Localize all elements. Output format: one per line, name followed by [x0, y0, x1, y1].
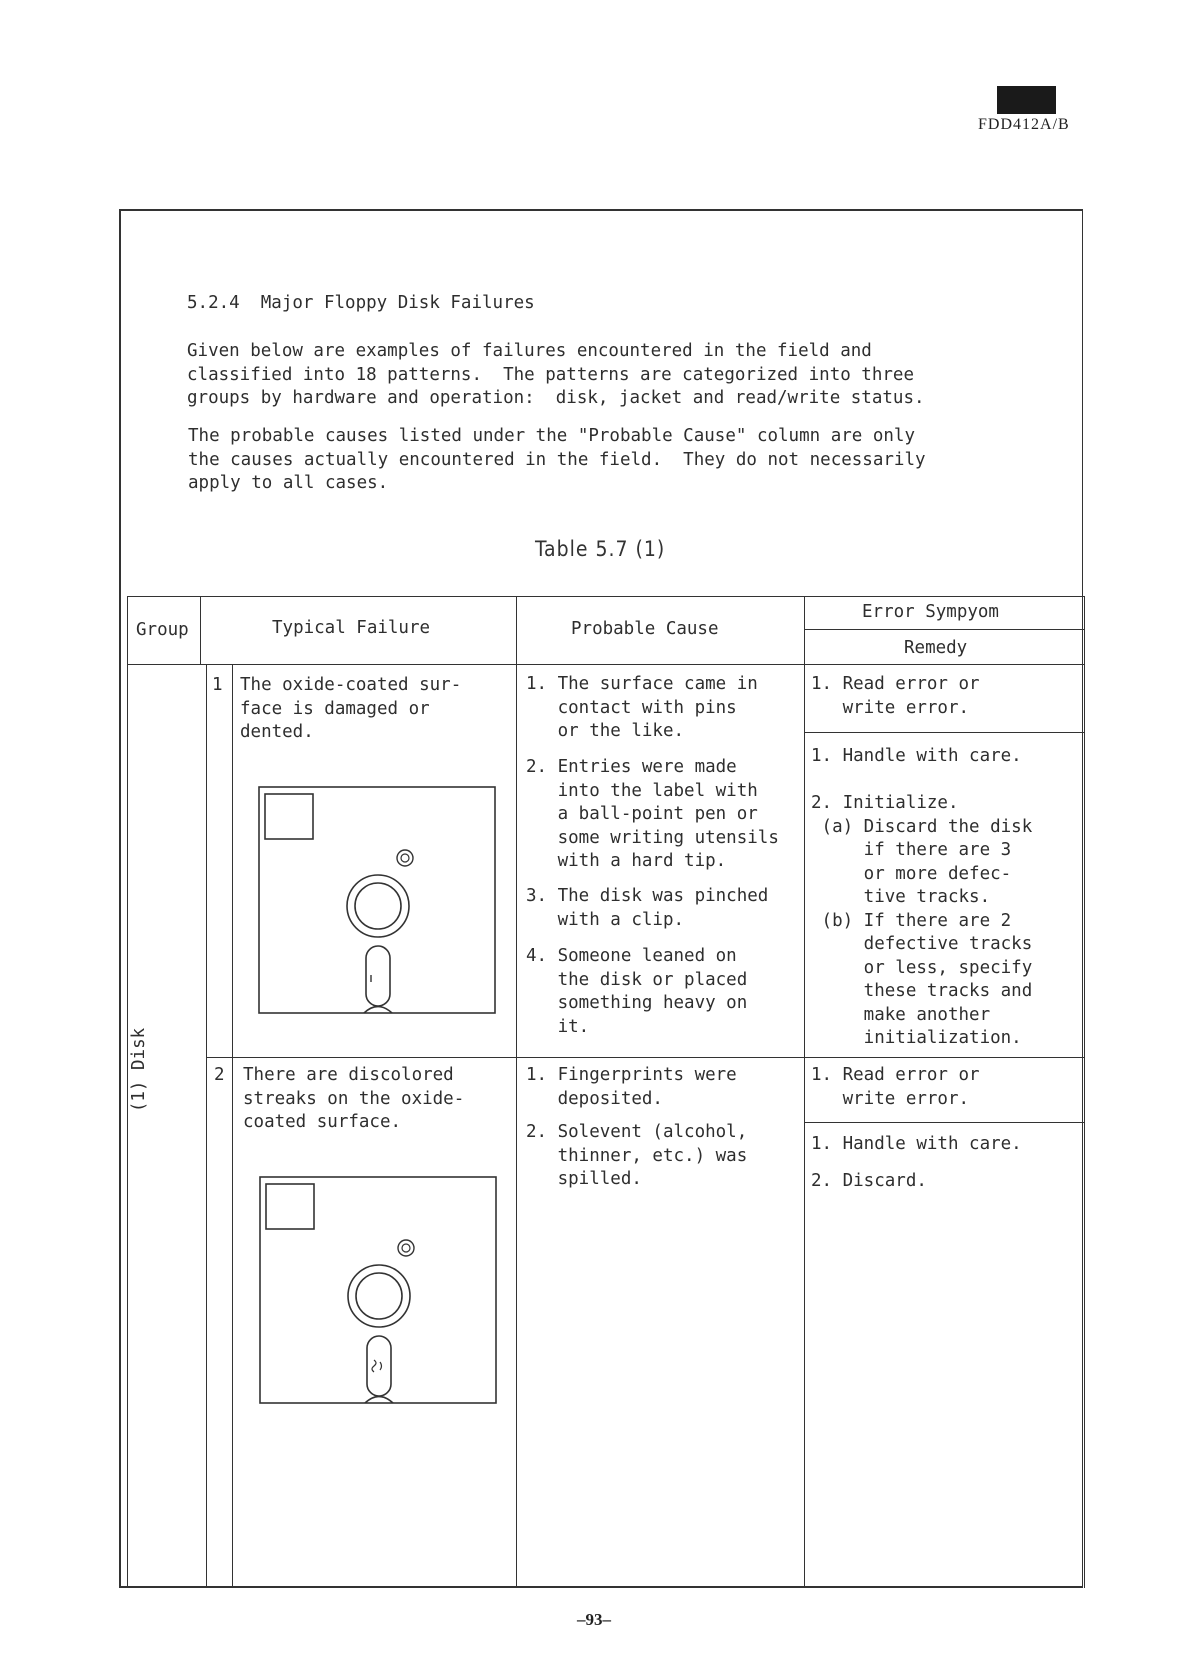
row1-symptom: 1. Read error or write error.	[811, 674, 980, 718]
header-bottom-line	[127, 664, 1085, 665]
floppy-disk-damaged-icon	[258, 786, 496, 1016]
header-typical-failure: Typical Failure	[272, 618, 431, 638]
row2-cause-1: 1. Fingerprints were deposited.	[526, 1065, 737, 1109]
table-right-line	[1084, 596, 1085, 1588]
cause-column-line	[804, 596, 805, 1588]
row1-cause-4: 4. Someone leaned on the disk or placed something heavy on it.	[526, 946, 748, 1037]
group-header-line	[200, 596, 201, 664]
row2-symptom: 1. Read error or write error.	[811, 1065, 980, 1109]
row2-remedy-2: 2. Discard.	[811, 1171, 927, 1191]
row2-number: 2	[214, 1065, 225, 1085]
intro-paragraph: Given below are examples of failures encountered in the field and classified into 18 patterns. The patterns are categorized into three groups by hardware and operation: disk, jacket and read/write status.	[187, 341, 925, 408]
row1-failure: The oxide-coated sur- face is damaged or dented.	[240, 675, 462, 742]
header-probable-cause: Probable Cause	[571, 619, 719, 639]
header-error-symptom: Error Sympyom	[862, 602, 999, 622]
row1-remedy: 1. Handle with care. 2. Initialize. (a) Discard the disk if there are 3 or more defec- tive tracks. (b) If there are 2 defective tracks or less, specify these tracks and make another initialization.	[811, 746, 1033, 1048]
number-column-line	[232, 664, 233, 1588]
header-remedy: Remedy	[904, 638, 968, 658]
row2-cause-2: 2. Solevent (alcohol, thinner, etc.) was spilled.	[526, 1122, 748, 1189]
row1-cause-3: 3. The disk was pinched with a clip.	[526, 886, 769, 930]
logo-block	[997, 86, 1056, 114]
note-paragraph: The probable causes listed under the "Probable Cause" column are only the causes actually encountered in the field. They do not necessarily apply to all cases.	[188, 426, 926, 493]
group-label-disk: (1) Disk	[129, 1027, 149, 1113]
row1-cause-2: 2. Entries were made into the label with a ball-point pen or some writing utensils with a hard tip.	[526, 757, 779, 871]
row1-cause-1: 1. The surface came in contact with pins or the like.	[526, 674, 758, 741]
row2-symptom-line	[804, 1122, 1085, 1123]
row-divider	[206, 1057, 1085, 1058]
row1-symptom-line	[804, 732, 1085, 733]
floppy-disk-streaked-icon	[259, 1176, 497, 1406]
section-title: 5.2.4 Major Floppy Disk Failures	[187, 293, 535, 313]
table-top-line	[127, 596, 1085, 597]
table-title: Table 5.7 (1)	[535, 537, 666, 561]
group-column-line	[206, 664, 207, 1588]
row2-remedy-1: 1. Handle with care.	[811, 1134, 1022, 1154]
page-number: –93–	[577, 1610, 611, 1629]
row1-number: 1	[212, 675, 223, 695]
header-group: Group	[136, 620, 189, 640]
model-number: FDD412A/B	[978, 116, 1070, 133]
table-left-line	[127, 596, 128, 1588]
header-split-line	[804, 629, 1085, 630]
failure-column-line	[516, 596, 517, 1588]
row2-failure: There are discolored streaks on the oxide- coated surface.	[243, 1065, 465, 1132]
